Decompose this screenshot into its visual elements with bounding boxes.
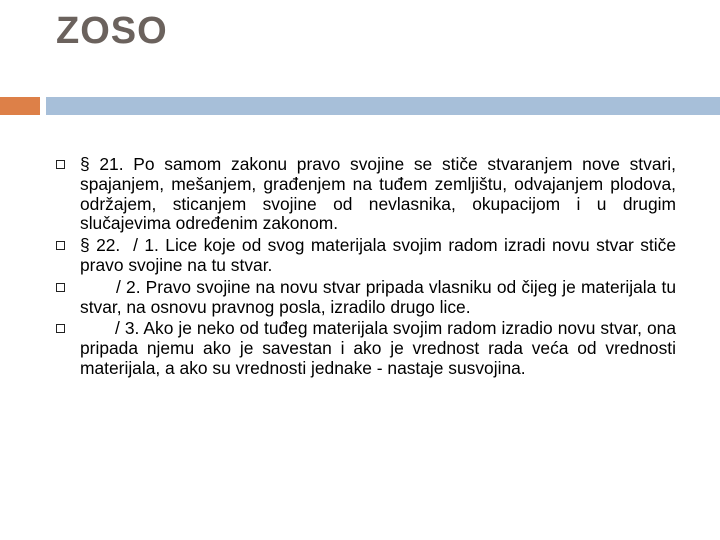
list-item-text: § 22. / 1. Lice koje od svog materijala svojim radom izradi novu stvar stiče pravo svojine na tu stvar.	[80, 235, 681, 275]
list-item	[56, 235, 681, 276]
list-item-text: / 2. Pravo svojine na novu stvar pripada vlasniku od čijeg je materijala tu stvar, na osnovu pravnog posla, izradilo drugo lice.	[80, 276, 681, 317]
square-bullet-icon	[56, 324, 65, 333]
list-item-text: / 3. Ako je neko od tuđeg materijala svojim radom izradio novu stvar, ona pripada njemu ako je savestan i ako je vrednost rada veća od vrednosti materijala, a ako su vrednosti jednake - nastaje susvojina.	[80, 318, 681, 378]
list-item	[56, 318, 681, 378]
list-item	[56, 155, 676, 234]
list-item-text: § 21. Po samom zakonu pravo svojine se stiče stvaranjem nove stvari, spajanjem, mešanjem, građenjem na tuđem zemljištu, odvajanjem plodova, održajem, sticanjem svojine od nevlasnika, okupacijom i u drugim slučajevima određenim zakonom.	[80, 154, 676, 234]
square-bullet-icon	[56, 160, 65, 169]
square-bullet-icon	[56, 283, 65, 292]
square-bullet-icon	[56, 241, 65, 250]
bullet-list	[56, 154, 681, 379]
list-item	[56, 276, 681, 318]
slide-title: ZOSO	[56, 10, 168, 52]
title-accent-bar	[0, 97, 40, 115]
title-divider-bar	[46, 97, 720, 115]
